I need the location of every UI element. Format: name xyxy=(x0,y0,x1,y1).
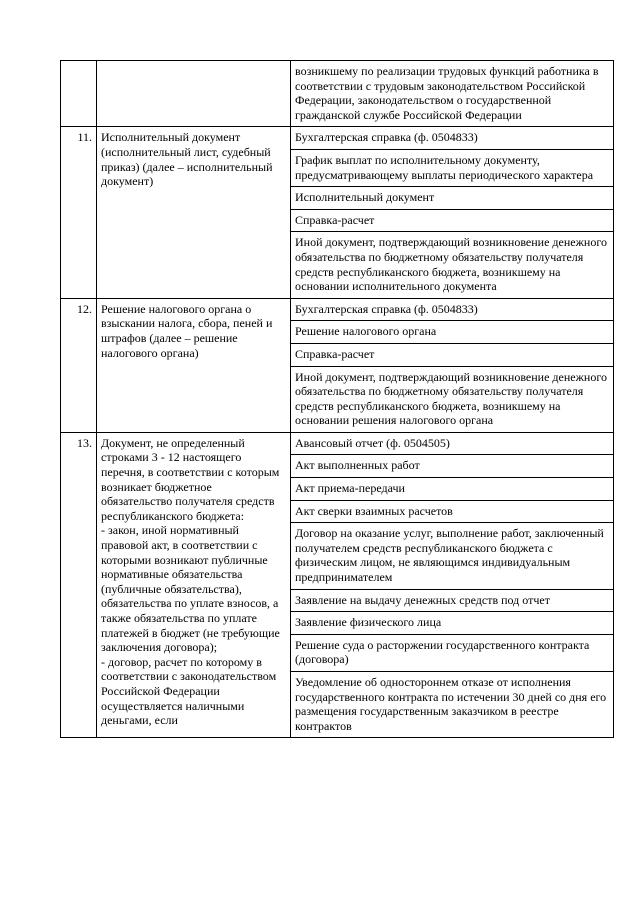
row-number-cell: 12. xyxy=(61,298,97,432)
document-cell: Акт приема-передачи xyxy=(291,478,614,501)
row-number-cell: 13. xyxy=(61,432,97,738)
document-cell: Акт выполненных работ xyxy=(291,455,614,478)
document-cell: Уведомление об одностороннем отказе от исполнения государственного контракта по истечении 30 дней со дня его размещения государственным заказчиком в реестре контрактов xyxy=(291,672,614,738)
document-cell: Договор на оказание услуг, выполнение работ, заключенный получателем средств республиканского бюджета с физическим лицом, не являющимся индивидуальным предпринимателем xyxy=(291,523,614,589)
row-name-line: - договор, расчет по которому в соответствии с законодательством Российской Федерации осуществляется наличными деньгами, если xyxy=(101,654,277,728)
table-row xyxy=(61,127,614,150)
row-name-cell xyxy=(97,61,291,127)
document-cell: Решение суда о расторжении государственного контракта (договора) xyxy=(291,634,614,671)
documents-table-body xyxy=(61,61,614,738)
table-row xyxy=(61,298,614,321)
document-cell: Решение налогового органа xyxy=(291,321,614,344)
table-row xyxy=(61,432,614,455)
document-cell: Акт сверки взаимных расчетов xyxy=(291,500,614,523)
row-name-cell xyxy=(97,432,291,738)
document-cell: Иной документ, подтверждающий возникновение денежного обязательства по бюджетному обязательству получателя средств республиканского бюджета, возникшему на основании исполнительного документа xyxy=(291,232,614,298)
row-name-cell: Решение налогового органа о взыскании налога, сбора, пеней и штрафов (далее – решение налогового органа) xyxy=(97,298,291,432)
document-cell: Заявление физического лица xyxy=(291,612,614,635)
document-cell: Исполнительный документ xyxy=(291,187,614,210)
row-name-line: - закон, иной нормативный правовой акт, в соответствии с которыми возникают публичные нормативные обязательства (публичные обязательства), обязательства по уплате взносов, а также обязательства по уплате платежей в бюджет (не требующие заключения договора); xyxy=(101,523,280,655)
document-cell: Справка-расчет xyxy=(291,343,614,366)
document-cell: Справка-расчет xyxy=(291,209,614,232)
table-row xyxy=(61,61,614,127)
documents-table xyxy=(60,60,614,738)
row-name-cell: Исполнительный документ (исполнительный лист, судебный приказ) (далее – исполнительный документ) xyxy=(97,127,291,298)
row-name-line: Документ, не определенный строками 3 - 12 настоящего перечня, в соответствии с которым возникает бюджетное обязательство получателя средств республиканского бюджета: xyxy=(101,435,280,523)
document-cell: Бухгалтерская справка (ф. 0504833) xyxy=(291,127,614,150)
row-number-cell: 11. xyxy=(61,127,97,298)
document-cell: График выплат по исполнительному документу, предусматривающему выплаты периодического характера xyxy=(291,149,614,186)
document-cell: Бухгалтерская справка (ф. 0504833) xyxy=(291,298,614,321)
document-cell: Авансовый отчет (ф. 0504505) xyxy=(291,432,614,455)
document-cell: возникшему по реализации трудовых функций работника в соответствии с трудовым законодательством Российской Федерации, законодательством о государственной гражданской службе Российской Федерации xyxy=(291,61,614,127)
row-number-cell xyxy=(61,61,97,127)
document-cell: Заявление на выдачу денежных средств под отчет xyxy=(291,589,614,612)
document-cell: Иной документ, подтверждающий возникновение денежного обязательства по бюджетному обязательству получателя средств республиканского бюджета, возникшему на основании решения налогового органа xyxy=(291,366,614,432)
